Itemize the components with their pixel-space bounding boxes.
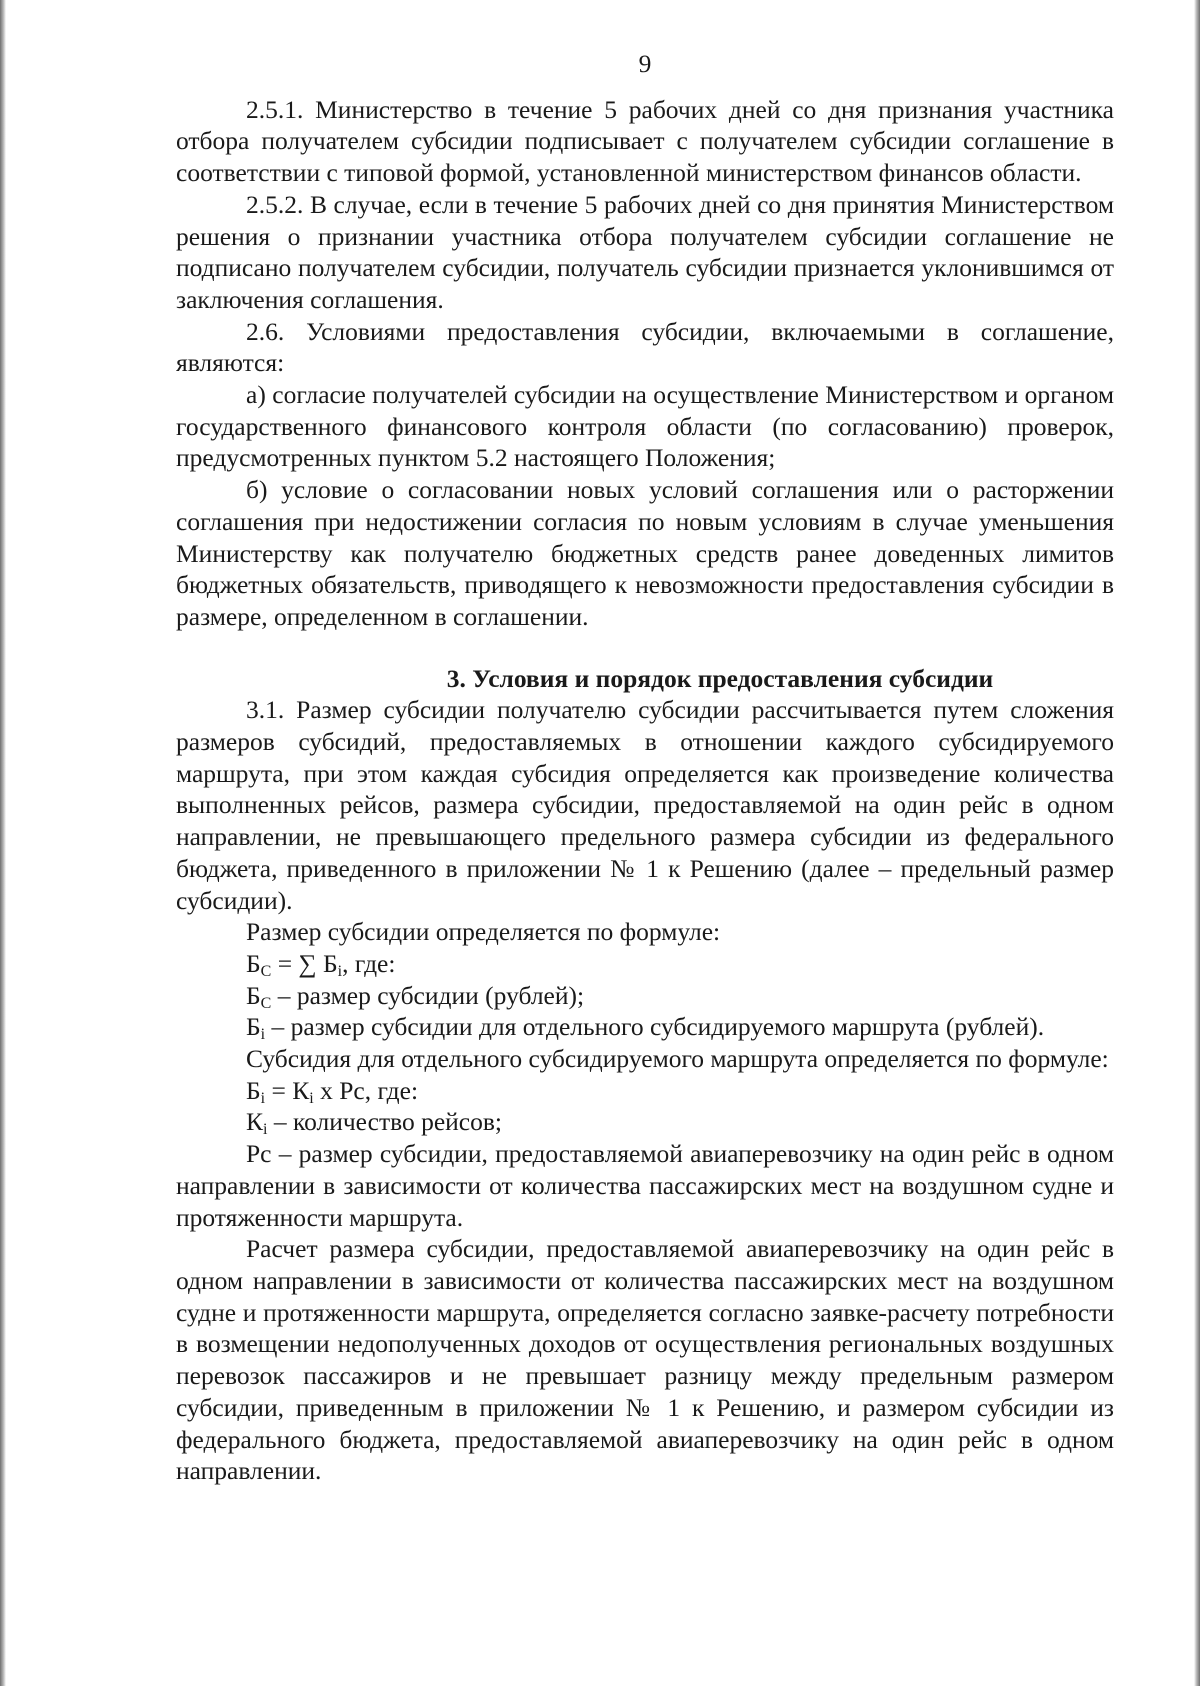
- formula-total-lhs-sub: С: [260, 962, 272, 980]
- definition-bi-symbol: Б: [246, 1012, 261, 1042]
- section-heading: 3. Условия и порядок предоставления субсидии: [446, 663, 994, 693]
- definition-bi-sub: i: [260, 1026, 266, 1044]
- formula-route-k-sub: i: [309, 1089, 314, 1107]
- formula-route-tail: х Рс, где:: [313, 1075, 419, 1105]
- page-number: 9: [638, 49, 652, 78]
- definition-ki-symbol: К: [246, 1107, 264, 1137]
- definition-ki: [176, 1106, 1114, 1138]
- paragraph-2-5-2: 2.5.2. В случае, если в течение 5 рабочих дней со дня принятия Министерством решения о признании участника отбора получателем субсидии соглашение не подписано получателем субсидии, получатель субсидии признается уклонившимся от заключения соглашения.: [176, 189, 1114, 314]
- definition-bi-text: – размер субсидии для отдельного субсидируемого маршрута (рублей).: [265, 1012, 1045, 1042]
- paragraph-2-5-1: 2.5.1. Министерство в течение 5 рабочих дней со дня признания участника отбора получателем субсидии подписывает с получателем субсидии соглашение в соответствии с типовой формой, установленной министерством финансов области.: [176, 94, 1114, 188]
- paragraph-route-formula: Субсидия для отдельного субсидируемого маршрута определяется по формуле:: [246, 1044, 1109, 1074]
- paragraph-3-1: 3.1. Размер субсидии получателю субсидии рассчитывается путем сложения размеров субсидий, предоставляемых в отношении каждого субсидируемого маршрута, при этом каждая субсидия определяется как произведение количества выполненных рейсов, размера субсидии, предоставляемой на один рейс в одном направлении, не превышающего предельного размера субсидии из федерального бюджета, приведенного в приложении № 1 к Решению (далее – предельный размер субсидии).: [176, 695, 1114, 915]
- definition-bc: [176, 980, 1114, 1012]
- formula-total-rhs: Б: [323, 948, 338, 978]
- formula-total-tail: , где:: [342, 948, 396, 978]
- scan-edge-left: [0, 0, 6, 1686]
- definition-bi: [176, 1011, 1114, 1043]
- paragraph-rc: Рс – размер субсидии, предоставляемой авиаперевозчику на один рейс в одном направлении в зависимости от количества пассажирских мест на воздушном судне и протяженности маршрута.: [176, 1139, 1114, 1232]
- formula-route-k: К: [292, 1075, 310, 1105]
- paragraph-2-6: 2.6. Условиями предоставления субсидии, включаемыми в соглашение, являются:: [176, 316, 1114, 378]
- definition-bc-sub: С: [260, 994, 272, 1012]
- paragraph-2-6-a: а) согласие получателей субсидии на осуществление Министерством и органом государственного финансового контроля области (по согласованию) проверок, предусмотренных пунктом 5.2 настоящего Положения;: [176, 380, 1114, 473]
- formula-route-lhs-sub: i: [260, 1089, 266, 1107]
- scan-edge-right: [1194, 0, 1200, 1686]
- document-page: [176, 48, 1114, 1487]
- definition-ki-text: – количество рейсов;: [267, 1107, 502, 1137]
- formula-route-lhs: Б: [246, 1075, 261, 1105]
- formula-route: [176, 1075, 1114, 1107]
- definition-bc-symbol: Б: [246, 980, 261, 1010]
- formula-total-rhs-sub: i: [337, 962, 343, 980]
- definition-bc-text: – размер субсидии (рублей);: [271, 980, 585, 1010]
- paragraph-calculation: Расчет размера субсидии, предоставляемой авиаперевозчику на один рейс в одном направлении в зависимости от количества пассажирских мест на воздушном судне и протяженности маршрута, определяется согласно заявке-расчету потребности в возмещении недополученных доходов от осуществления региональных воздушных перевозок пассажиров и не превышает разницу между предельным размером субсидии, приведенным в приложении № 1 к Решению, и размером субсидии из федерального бюджета, предоставляемой авиаперевозчику на один рейс в одном направлении.: [176, 1234, 1114, 1486]
- formula-total-op: = ∑: [271, 948, 324, 978]
- formula-total: [176, 948, 1114, 980]
- definition-ki-sub: i: [263, 1121, 268, 1139]
- formula-total-lhs: Б: [246, 948, 261, 978]
- formula-route-op: =: [265, 1075, 293, 1105]
- paragraph-formula-intro: Размер субсидии определяется по формуле:: [246, 917, 721, 947]
- paragraph-2-6-b: б) условие о согласовании новых условий соглашения или о расторжении соглашения при недостижении согласия по новым условиям в случае уменьшения Министерству как получателю бюджетных средств ранее доведенных лимитов бюджетных обязательств, приводящего к невозможности предоставления субсидии в размере, определенном в соглашении.: [176, 475, 1114, 631]
